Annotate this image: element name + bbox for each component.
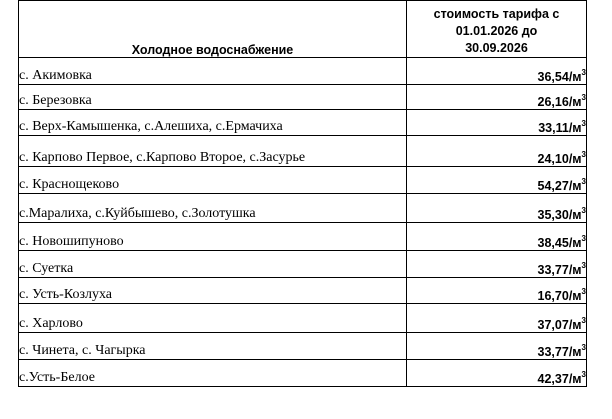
- table-row: [19, 223, 587, 251]
- price-value: 38,45: [537, 236, 569, 250]
- price-value: 37,07: [537, 318, 569, 332]
- unit-power: 3: [581, 119, 586, 128]
- price-unit: /м: [568, 372, 582, 386]
- price-unit: /м: [568, 95, 582, 109]
- table-row: [19, 110, 587, 136]
- unit-power: 3: [581, 206, 586, 215]
- unit-power: 3: [581, 150, 586, 159]
- location-cell: с. Усть-Козлуха: [19, 278, 407, 304]
- price-unit: /м: [568, 121, 582, 135]
- price-value: 42,37: [537, 372, 569, 386]
- location-cell: с. Чинета, с. Чагырка: [19, 333, 407, 360]
- header-price-line1: стоимость тарифа с: [433, 7, 560, 21]
- unit-power: 3: [581, 316, 586, 325]
- price-cell: [407, 136, 587, 167]
- price-cell: [407, 333, 587, 360]
- price-value: 36,54: [537, 70, 569, 84]
- table-row: [19, 333, 587, 360]
- table-row: [19, 278, 587, 304]
- price-cell: [407, 223, 587, 251]
- tariff-table-body: [19, 1, 587, 387]
- unit-power: 3: [581, 93, 586, 102]
- location-cell: с. Березовка: [19, 85, 407, 110]
- unit-power: 3: [581, 287, 586, 296]
- location-cell: с. Суетка: [19, 251, 407, 278]
- price-unit: /м: [568, 236, 582, 250]
- header-price-period: [407, 1, 587, 58]
- header-price-line3: 30.09.2026: [465, 41, 528, 55]
- table-row: [19, 58, 587, 85]
- price-cell: [407, 110, 587, 136]
- price-cell: [407, 304, 587, 333]
- price-value: 54,27: [537, 179, 569, 193]
- tariff-table: [18, 0, 587, 387]
- price-value: 33,77: [537, 263, 569, 277]
- price-value: 33,11: [538, 121, 569, 135]
- price-unit: /м: [568, 289, 582, 303]
- price-value: 26,16: [537, 95, 569, 109]
- price-value: 33,77: [537, 345, 569, 359]
- table-row: [19, 251, 587, 278]
- table-row: [19, 304, 587, 333]
- table-row: [19, 194, 587, 223]
- unit-power: 3: [581, 234, 586, 243]
- price-cell: [407, 194, 587, 223]
- location-cell: с. Верх-Камышенка, с.Алешиха, с.Ермачиха: [19, 110, 407, 136]
- price-unit: /м: [568, 345, 582, 359]
- location-cell: с. Акимовка: [19, 58, 407, 85]
- price-value: 16,70: [537, 289, 569, 303]
- table-row: [19, 136, 587, 167]
- price-cell: [407, 278, 587, 304]
- unit-power: 3: [581, 261, 586, 270]
- price-unit: /м: [568, 208, 582, 222]
- price-cell: [407, 85, 587, 110]
- location-cell: с.Усть-Белое: [19, 360, 407, 387]
- price-unit: /м: [568, 263, 582, 277]
- location-cell: с. Карпово Первое, с.Карпово Второе, с.Засурье: [19, 136, 407, 167]
- header-row: [19, 1, 587, 58]
- price-unit: /м: [568, 70, 582, 84]
- price-cell: [407, 251, 587, 278]
- location-cell: с. Краснощеково: [19, 167, 407, 194]
- unit-power: 3: [581, 343, 586, 352]
- unit-power: 3: [581, 68, 586, 77]
- price-unit: /м: [568, 152, 582, 166]
- unit-power: 3: [581, 370, 586, 379]
- price-value: 35,30: [537, 208, 569, 222]
- price-value: 24,10: [537, 152, 569, 166]
- price-cell: [407, 58, 587, 85]
- table-row: [19, 167, 587, 194]
- header-title: Холодное водоснабжение: [19, 1, 407, 58]
- header-price-line2: 01.01.2026 до: [455, 24, 538, 38]
- location-cell: с. Новошипуново: [19, 223, 407, 251]
- table-row: [19, 85, 587, 110]
- price-unit: /м: [568, 179, 582, 193]
- location-cell: с. Харлово: [19, 304, 407, 333]
- price-cell: [407, 360, 587, 387]
- unit-power: 3: [581, 177, 586, 186]
- price-cell: [407, 167, 587, 194]
- table-row: [19, 360, 587, 387]
- location-cell: с.Маралиха, с.Куйбышево, с.Золотушка: [19, 194, 407, 223]
- price-unit: /м: [568, 318, 582, 332]
